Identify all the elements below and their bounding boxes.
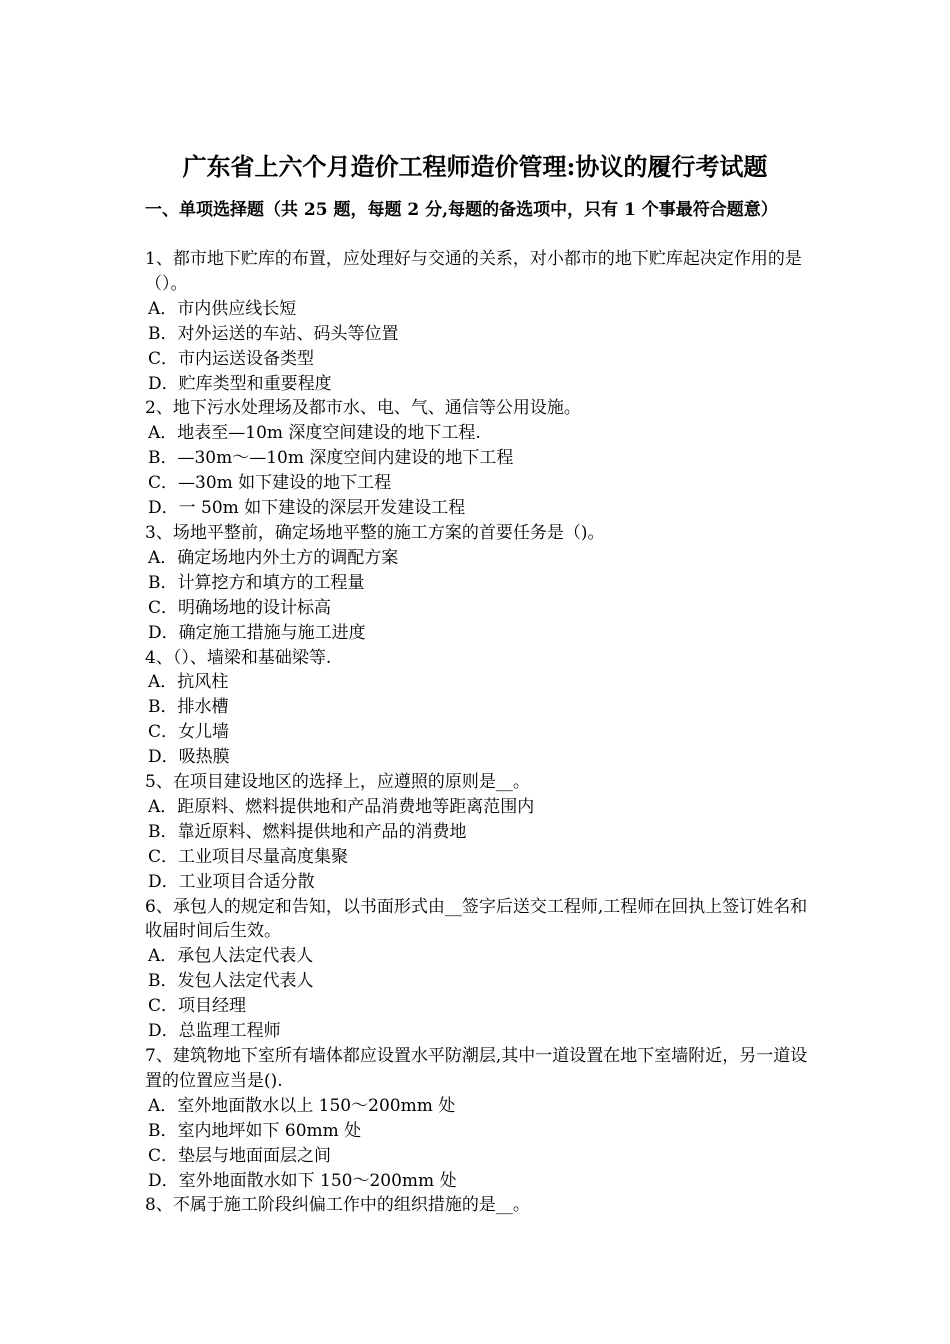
question-option: D．贮库类型和重要程度 — [148, 373, 332, 394]
question-option: D．工业项目合适分散 — [148, 871, 315, 892]
question-option: B．对外运送的车站、码头等位置 — [148, 323, 399, 344]
question-option: A．承包人法定代表人 — [148, 946, 314, 967]
question-option: B．—30m～—10m 深度空间内建设的地下工程 — [148, 448, 514, 469]
question-option: C．—30m 如下建设的地下工程 — [148, 473, 392, 494]
document-title: 广东省上六个月造价工程师造价管理:协议的履行考试题 — [182, 152, 768, 181]
question-item — [145, 646, 815, 771]
question-option: A．距原料、燃料提供地和产品消费地等距离范围内 — [148, 796, 535, 817]
question-stem: 2、地下污水处理场及都市水、电、气、通信等公用设施。 — [145, 398, 581, 419]
section-heading: 一、单项选择题（共 25 题，每题 2 分,每题的备选项中，只有 1 个事最符合题意） — [145, 200, 778, 220]
question-stem: 1、都市地下贮库的布置，应处理好与交通的关系，对小都市的地下贮库起决定作用的是（）。 — [145, 249, 802, 294]
question-option: A．地表至—10m 深度空间建设的地下工程. — [148, 423, 481, 444]
question-option: C．垫层与地面面层之间 — [148, 1145, 332, 1166]
question-stem: 5、在项目建设地区的选择上，应遵照的原则是__。 — [145, 772, 530, 793]
question-option: A．市内供应线长短 — [148, 298, 297, 319]
question-option: D．总监理工程师 — [148, 1021, 281, 1042]
question-option: C．工业项目尽量高度集聚 — [148, 846, 349, 867]
question-item — [145, 895, 815, 1044]
question-option: D．确定施工措施与施工进度 — [148, 622, 366, 643]
question-option: C．项目经理 — [148, 996, 247, 1017]
question-option: B．室内地坪如下 60mm 处 — [148, 1120, 362, 1141]
question-option: B．靠近原料、燃料提供地和产品的消费地 — [148, 821, 467, 842]
question-stem: 4、（）、墙梁和基础梁等. — [145, 647, 332, 668]
question-list — [145, 247, 815, 1218]
question-option: D．吸热膜 — [148, 747, 230, 768]
question-option: C．女儿墙 — [148, 722, 230, 743]
question-item — [145, 1044, 815, 1193]
question-option: A．确定场地内外土方的调配方案 — [148, 547, 399, 568]
question-stem: 8、不属于施工阶段纠偏工作中的组织措施的是__。 — [145, 1195, 530, 1216]
question-item — [145, 1193, 815, 1218]
question-option: B．排水槽 — [148, 697, 229, 718]
question-option: C．明确场地的设计标高 — [148, 597, 332, 618]
question-option: A．室外地面散水以上 150～200mm 处 — [148, 1095, 456, 1116]
question-option: D．一 50m 如下建设的深层开发建设工程 — [148, 498, 466, 519]
question-stem: 3、场地平整前，确定场地平整的施工方案的首要任务是（)。 — [145, 522, 605, 543]
question-option: A．抗风柱 — [148, 672, 229, 693]
question-item — [145, 770, 815, 895]
question-stem: 7、建筑物地下室所有墙体都应设置水平防潮层,其中一道设置在地下室墙附近，另一道设置的位置应当是(). — [145, 1046, 808, 1091]
question-option: C．市内运送设备类型 — [148, 348, 315, 369]
question-item — [145, 521, 815, 646]
question-option: B．发包人法定代表人 — [148, 971, 314, 992]
question-option: D．室外地面散水如下 150～200mm 处 — [148, 1170, 457, 1191]
question-option: B．计算挖方和填方的工程量 — [148, 572, 365, 593]
question-item — [145, 396, 815, 521]
question-item — [145, 247, 815, 396]
question-stem: 6、承包人的规定和告知，以书面形式由__签字后送交工程师,工程师在回执上签订姓名和收届时间后生效。 — [145, 896, 808, 942]
